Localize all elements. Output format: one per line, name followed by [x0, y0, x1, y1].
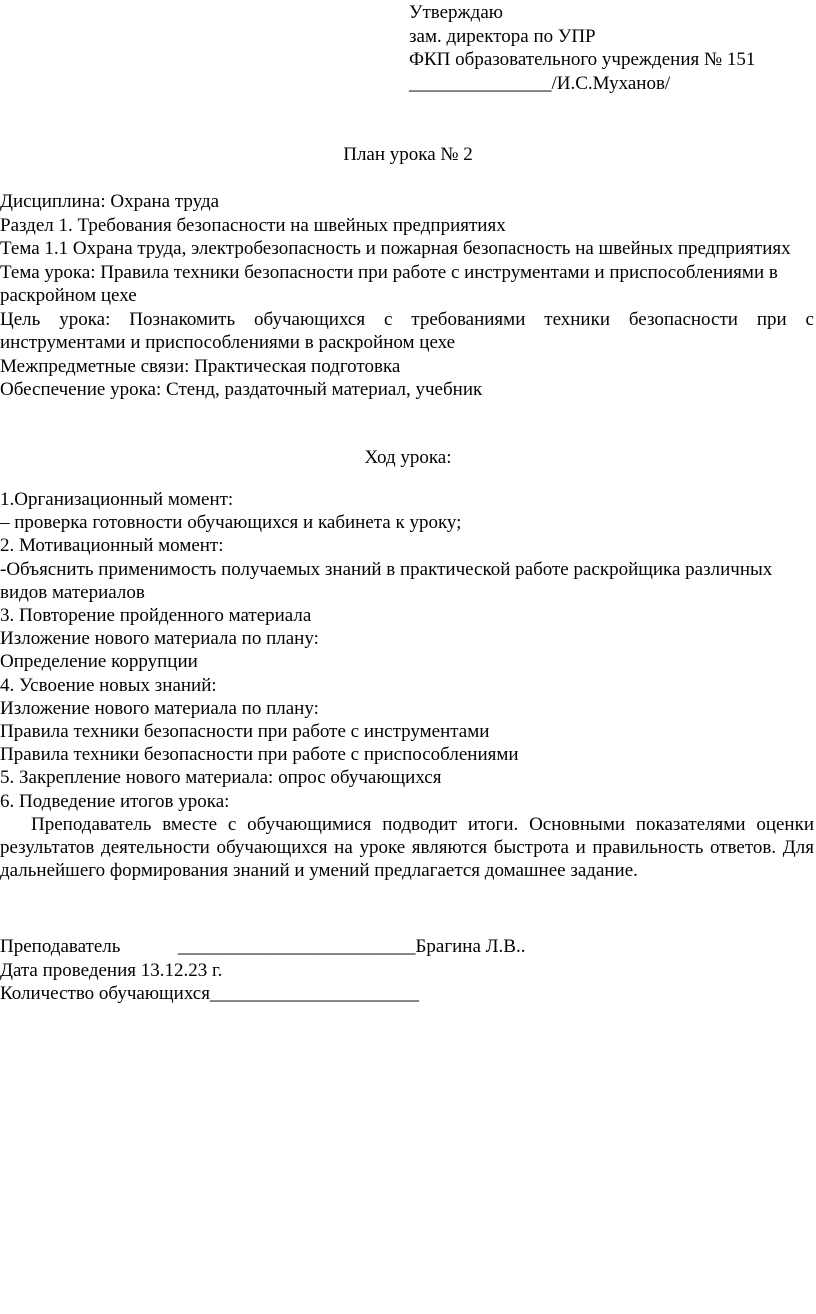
interdisciplinary-links-line: Межпредметные связи: Практическая подготовка: [0, 355, 401, 377]
lesson-goal-line: Цель урока: Познакомить обучающихся с требованиями техники безопасности при с инструментами и приспособлениями в раскройном цехе: [0, 308, 814, 353]
teacher-signature: _________________________Брагина Л.В..: [178, 936, 526, 957]
lesson-steps-list: [0, 488, 814, 882]
step-line: – проверка готовности обучающихся и кабинета к уроку;: [0, 512, 462, 534]
institution-name: ФКП образовательного учреждения № 151: [409, 49, 756, 70]
approver-position: зам. директора по УПР: [409, 25, 596, 47]
approval-block: [409, 1, 755, 95]
student-count-line: Количество обучающихся______________________: [0, 983, 419, 1004]
lesson-equipment-line: Обеспечение урока: Стенд, раздаточный материал, учебник: [0, 379, 483, 400]
step-line: 1.Организационный момент:: [0, 489, 234, 510]
signature-block: [0, 935, 525, 1006]
lesson-plan-title: План урока № 2: [343, 144, 473, 165]
approval-heading: Утверждаю: [409, 2, 503, 23]
summary-paragraph: Преподаватель вместе с обучающимися подводит итоги. Основными показателями оценки результатов деятельности обучающихся на уроке являются быстрота и правильность ответов. Для дальнейшего формирования знаний и умений предлагается домашнее задание.: [0, 813, 814, 882]
step-line: 3. Повторение пройденного материала: [0, 605, 312, 627]
step-line: -Объяснить применимость получаемых знаний в практической работе раскройщика различных видов материалов: [0, 558, 773, 603]
step-line: 6. Подведение итогов урока:: [0, 790, 230, 812]
teacher-label: Преподаватель: [0, 936, 121, 957]
section-line: Раздел 1. Требования безопасности на швейных предприятиях: [0, 214, 506, 236]
lesson-topic-line: Тема урока: Правила техники безопасности при работе с инструментами и приспособлениями в раскройном цехе: [0, 261, 778, 306]
topic-line: Тема 1.1 Охрана труда, электробезопасность и пожарная безопасность на швейных предприятиях: [0, 238, 791, 259]
step-line: 5. Закрепление нового материала: опрос обучающихся: [0, 767, 442, 789]
step-line: 2. Мотивационный момент:: [0, 535, 224, 557]
step-line: Изложение нового материала по плану:: [0, 628, 319, 650]
lesson-info-block: [0, 190, 814, 402]
lesson-date: Дата проведения 13.12.23 г.: [0, 959, 223, 981]
step-line: Определение коррупции: [0, 651, 198, 673]
teacher-signature-line: [0, 935, 525, 959]
lesson-course-heading: Ход урока:: [364, 447, 452, 468]
approver-signature-line: _______________/И.С.Муханов/: [409, 72, 671, 94]
step-line: 4. Усвоение новых знаний:: [0, 674, 217, 696]
discipline-line: Дисциплина: Охрана труда: [0, 191, 220, 212]
step-line: Правила техники безопасности при работе с инструментами: [0, 721, 490, 743]
step-line: Изложение нового материала по плану:: [0, 697, 319, 719]
step-line: Правила техники безопасности при работе с приспособлениями: [0, 744, 519, 766]
